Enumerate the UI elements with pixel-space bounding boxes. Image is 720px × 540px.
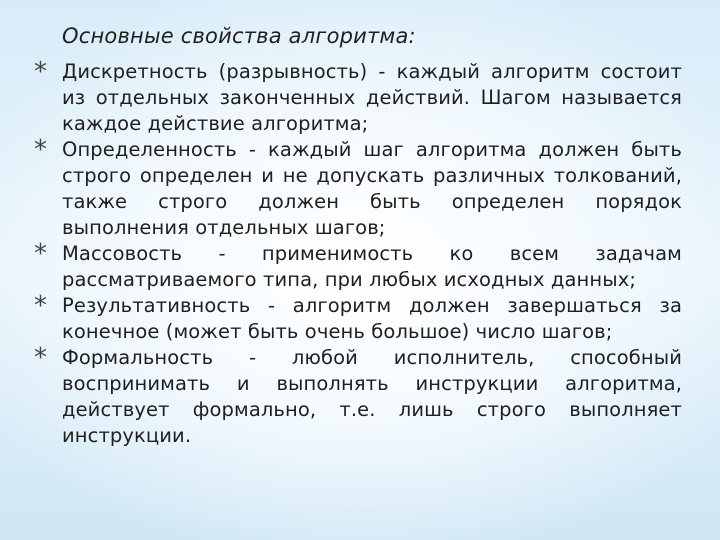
bullet-asterisk-icon: * [34, 343, 48, 373]
property-item-massiveness [0, 241, 682, 293]
property-text: Определенность - каждый шаг алгоритма должен быть строго определен и не допускать различных толкований, также строго должен быть определен порядок выполнения отдельных шагов; [62, 138, 682, 239]
property-text: Формальность - любой исполнитель, способный воспринимать и выполнять инструкции алгоритма, действует формально, т.е. лишь строго выполняет инструкции. [62, 346, 682, 447]
property-text: Результативность - алгоритм должен завершаться за конечное (может быть очень большое) число шагов; [62, 294, 682, 343]
property-text: Дискретность (разрывность) - каждый алгоритм состоит из отдельных законченных действий. Шагом называется каждое действие алгоритма; [62, 60, 682, 135]
bullet-asterisk-icon: * [34, 57, 48, 87]
property-item-discreteness [0, 59, 682, 137]
bullet-asterisk-icon: * [34, 239, 48, 269]
property-item-formality [0, 345, 682, 449]
property-item-definiteness [0, 137, 682, 241]
property-item-effectiveness [0, 293, 682, 345]
property-text: Массовость - применимость ко всем задачам рассматриваемого типа, при любых исходных данных; [62, 242, 682, 291]
bullet-asterisk-icon: * [34, 135, 48, 165]
slide-heading: Основные свойства алгоритма: [62, 24, 416, 48]
bullet-asterisk-icon: * [34, 291, 48, 321]
property-list [0, 59, 720, 449]
